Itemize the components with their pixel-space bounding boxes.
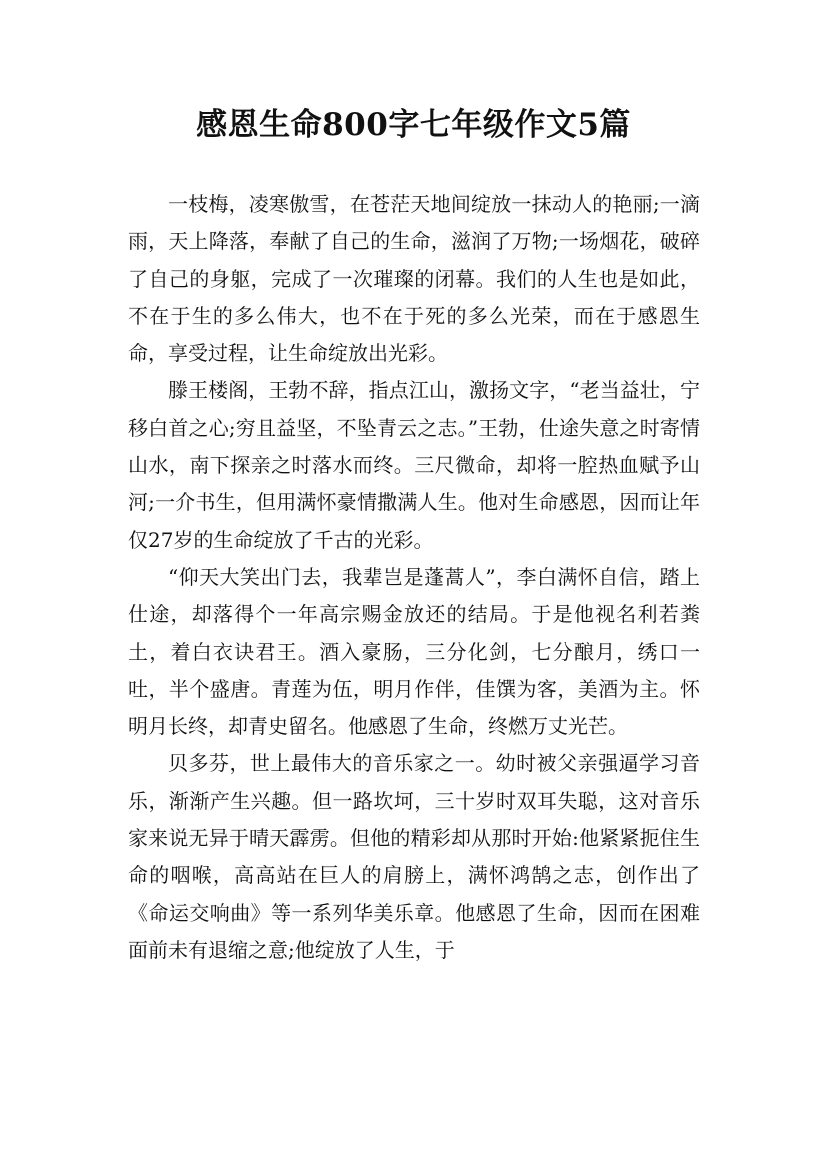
document-title: 感恩生命800字七年级作文5篇 [196,107,631,143]
paragraph-li-bai: “仰天大笑出门去，我辈岂是蓬蒿人”，李白满怀自信，踏上仕途，却落得个一年高宗赐金放还的结局。于是他视名利若粪土，着白衣诀君王。酒入豪肠，三分化剑，七分酿月，绣口一吐，半个盛唐。青莲为伍，明月作伴，佳馔为客，美酒为主。怀明月长终，却青史留名。他感恩了生命，终燃万丈光芒。 [128,564,700,739]
paragraph-beethoven: 贝多芬，世上最伟大的音乐家之一。幼时被父亲强逼学习音乐，渐渐产生兴趣。但一路坎坷，三十岁时双耳失聪，这对音乐家来说无异于晴天霹雳。但他的精彩却从那时开始:他紧紧扼住生命的咽喉，高高站在巨人的肩膀上，满怀鸿鹄之志，创作出了《命运交响曲》等一系列华美乐章。他感恩了生命，因而在困难面前未有退缩之意;他绽放了人生，于 [128,751,700,962]
document-body [128,186,700,969]
paragraph-wang-bo: 滕王楼阁，王勃不辞，指点江山，激扬文字，“老当益壮，宁移白首之心;穷且益坚，不坠青云之志。”王勃，仕途失意之时寄情山水，南下探亲之时落水而终。三尺微命，却将一腔热血赋予山河;一介书生，但用满怀豪情撒满人生。他对生命感恩，因而让年仅27岁的生命绽放了千古的光彩。 [128,378,700,552]
paragraph-plum-rain-fireworks: 一枝梅，凌寒傲雪，在苍茫天地间绽放一抹动人的艳丽;一滴雨，天上降落，奉献了自己的生命，滋润了万物;一场烟花，破碎了自己的身躯，完成了一次璀璨的闭幕。我们的人生也是如此，不在于生的多么伟大，也不在于死的多么光荣，而在于感恩生命，享受过程，让生命绽放出光彩。 [128,192,700,366]
